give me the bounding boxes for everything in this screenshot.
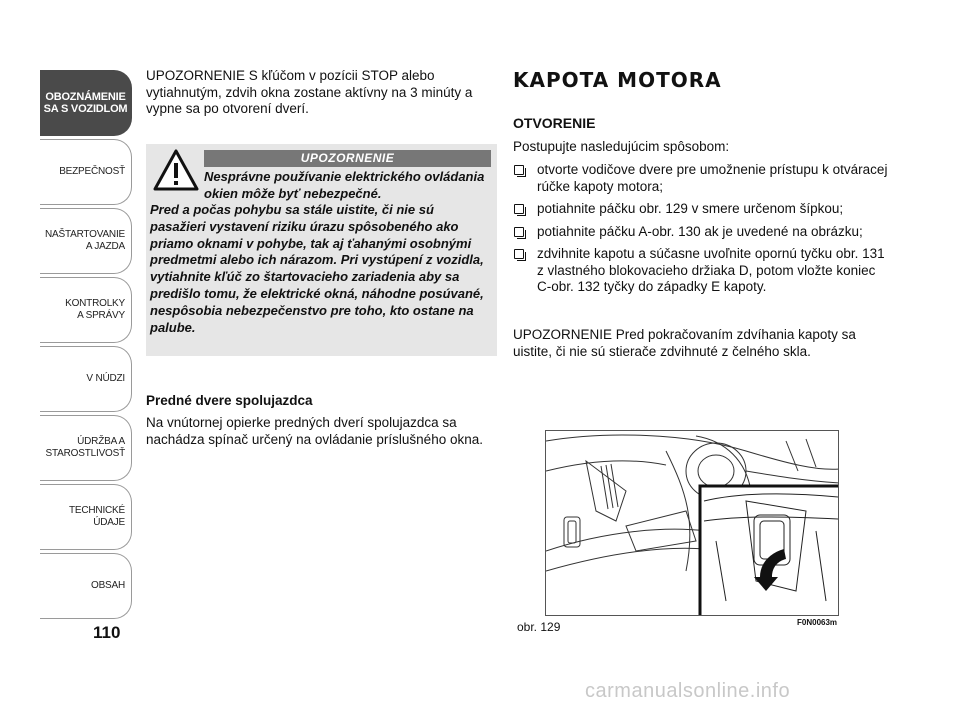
tab-label: TECHNICKÉ ÚDAJE — [69, 505, 125, 528]
page-number: 110 — [93, 623, 121, 642]
hood-warning-note: UPOZORNENIE Pred pokračovaním zdvíhania kapoty sa uistite, či nie sú stierače zdvihnuté z čelného skla. — [513, 327, 856, 359]
warning-text-rest: Pred a počas pohybu sa stále uistite, či nie sú pasažieri vystavení riziku úrazu spôsobeného ako priamo oknami v pohybe, tak aj ťahanými osobnými predmetmi alebo ich nárazom. Pri vystúpení z vozidla, vytiahnite kľúč zo štartovacieho zariadenia aby sa predišlo tomu, že elektrické okná, náhodne posúvané, nespôsobia nebezpečenstvo pre toho, kto ostane na palube. — [150, 202, 484, 335]
steps-intro: Postupujte nasledujúcim spôsobom: — [513, 139, 730, 154]
checkbox-bullet-icon — [514, 249, 524, 259]
tab-kontrolky[interactable] — [40, 277, 132, 343]
intro-paragraph: UPOZORNENIE S kľúčom v pozícii STOP alebo vytiahnutým, zdvih okna zostane aktívny na 3 minúty a vypne sa po otvorení dverí. — [146, 68, 473, 116]
passenger-door-heading: Predné dvere spolujazdca — [146, 393, 313, 408]
tab-v-nudzi[interactable] — [40, 346, 132, 412]
tab-label: V NÚDZI — [86, 373, 125, 384]
list-item: potiahnite páčku A-obr. 130 ak je uvedené na obrázku; — [513, 224, 893, 241]
tab-nastartovanie[interactable] — [40, 208, 132, 274]
list-item: potiahnite páčku obr. 129 v smere určenom šípkou; — [513, 201, 893, 218]
sub-title: OTVORENIE — [513, 115, 596, 131]
figure-caption: obr. 129 — [517, 620, 561, 634]
tab-label: OBSAH — [90, 580, 125, 591]
warning-text-first: Nesprávne používanie elektrického ovládania okien môže byť nebezpečné. — [204, 169, 485, 201]
section-title: KAPOTA MOTORA — [513, 68, 722, 92]
tab-technicke-udaje[interactable] — [40, 484, 132, 550]
figure-code: F0N0063m — [797, 618, 838, 627]
hood-release-figure — [545, 430, 839, 616]
list-item: otvorte vodičove dvere pre umožnenie prístupu k otváracej rúčke kapoty motora; — [513, 162, 893, 195]
tab-bezpecnost[interactable] — [40, 139, 132, 205]
watermark: carmanualsonline.info — [585, 680, 791, 702]
warning-triangle-icon — [153, 148, 199, 192]
passenger-door-paragraph: Na vnútornej opierke predných dverí spolujazdca sa nachádza spínač určený na ovládanie príslušného okna. — [146, 415, 483, 447]
tab-label: KONTROLKY A SPRÁVY — [65, 298, 125, 321]
steps-list — [513, 162, 893, 302]
checkbox-bullet-icon — [514, 204, 524, 214]
checkbox-bullet-icon — [514, 227, 524, 237]
checkbox-bullet-icon — [514, 165, 524, 175]
tab-udrzba[interactable] — [40, 415, 132, 481]
dashboard-illustration — [546, 431, 839, 616]
tab-oboznamenie[interactable] — [40, 70, 132, 136]
tab-label: OBOZNÁMENIE SA S VOZIDLOM — [43, 91, 128, 115]
tab-obsah[interactable] — [40, 553, 132, 619]
tab-label: NAŠTARTOVANIE A JAZDA — [44, 229, 125, 252]
list-item: zdvihnite kapotu a súčasne uvoľnite opornú tyčku obr. 131 z vlastného blokovacieho držiaka D, potom vložte koniec C-obr. 132 tyčky do západky E kapoty. — [513, 246, 893, 296]
tab-label: BEZPEČNOSŤ — [59, 166, 125, 177]
tab-label: ÚDRŽBA A STAROSTLIVOSŤ — [45, 436, 125, 459]
warning-header: UPOZORNENIE — [204, 150, 491, 167]
